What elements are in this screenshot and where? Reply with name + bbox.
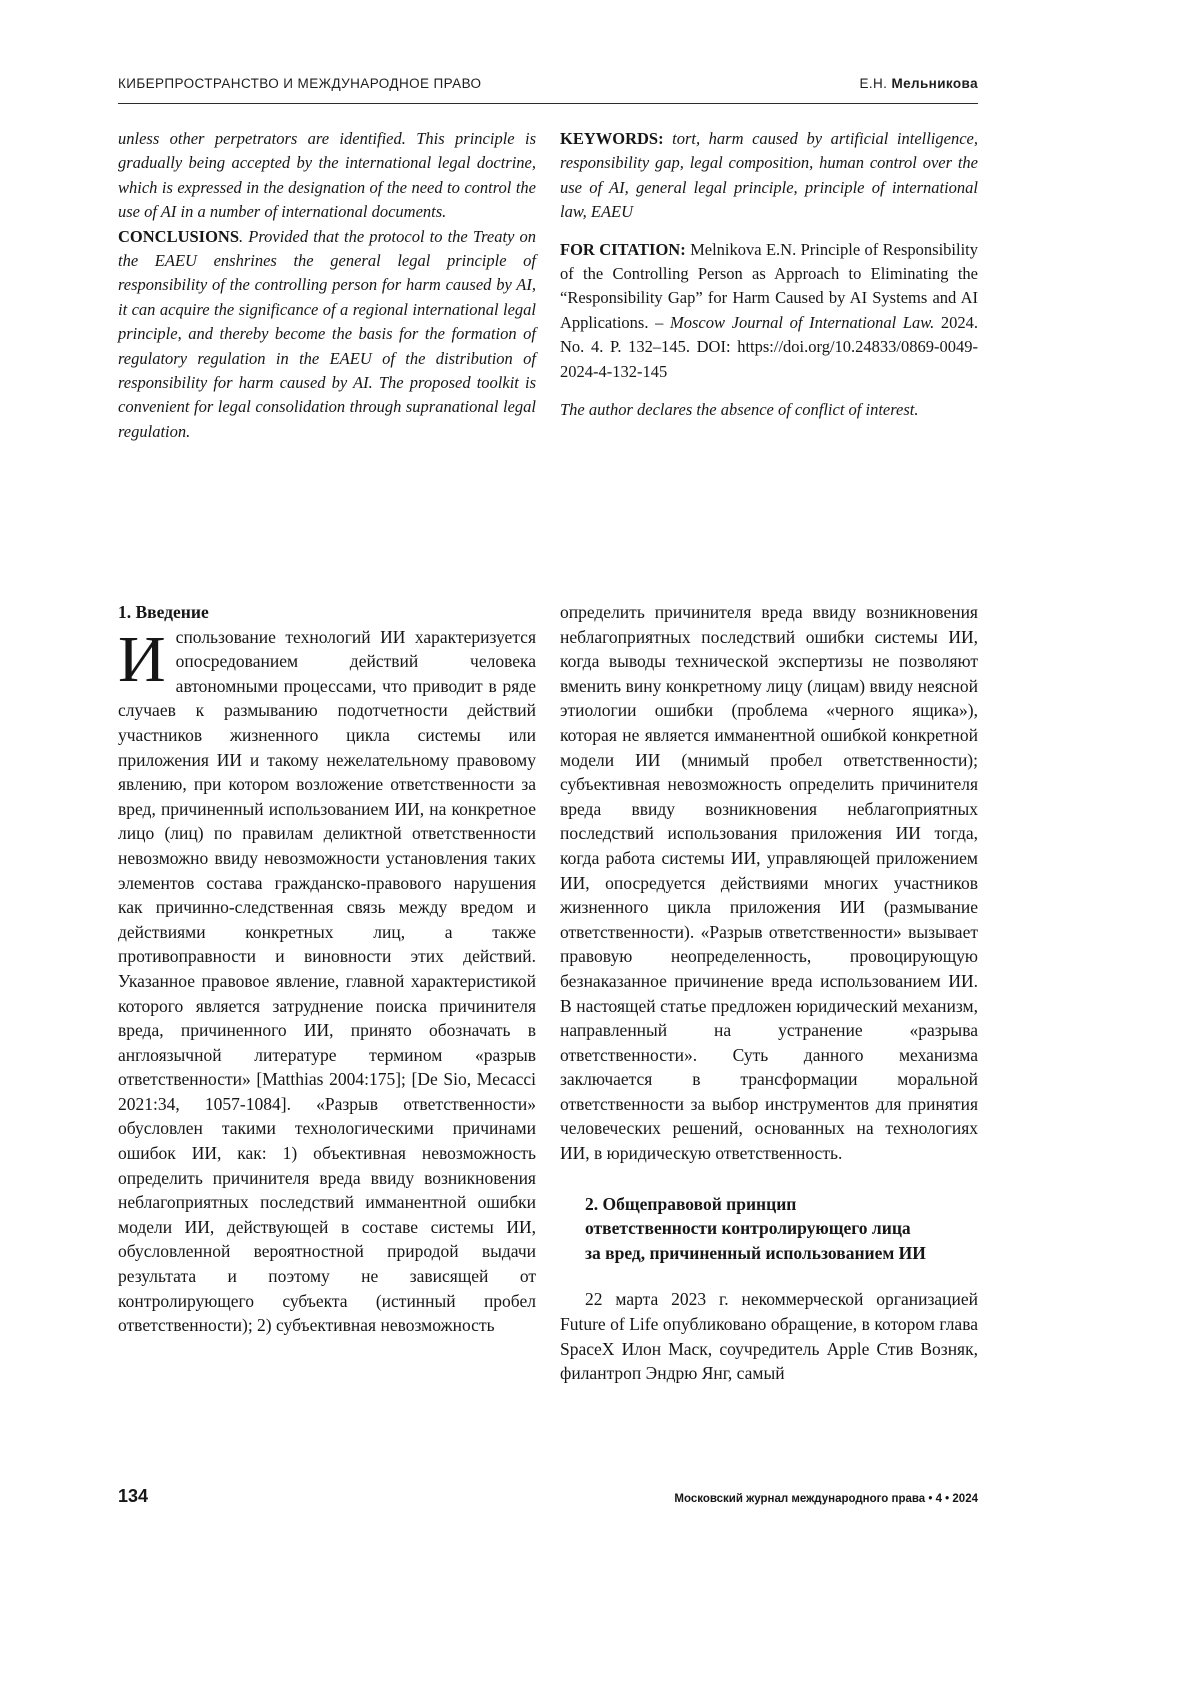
conclusions-label: CONCLUSIONS (118, 226, 240, 246)
header-rule (118, 103, 978, 104)
citation-journal-name: Moscow Journal of International Law. (670, 312, 935, 332)
abstract-left-column (118, 127, 536, 444)
article-body (118, 600, 978, 1386)
conclusions-paragraph (118, 225, 536, 445)
keywords-paragraph (560, 127, 978, 225)
author-surname: Мельникова (891, 76, 978, 91)
citation-paragraph (560, 238, 978, 384)
section2-heading-line: ответственности контролирующего лица (585, 1218, 911, 1239)
running-section-title: КИБЕРПРОСТРАНСТВО И МЕЖДУНАРОДНОЕ ПРАВО (118, 76, 482, 91)
keywords-label: KEYWORDS: (560, 129, 664, 148)
page-number: 134 (118, 1486, 149, 1506)
abstract-right-column (560, 127, 978, 444)
abstract-intro-paragraph: unless other perpetrators are identified. This principle is gradually being accepted by the international legal doctrine, which is expressed in the designation of the need to control the use of AI in a number of international documents. (118, 129, 536, 222)
section2-heading-line: 2. Общеправовой принцип (585, 1193, 797, 1214)
running-author (859, 76, 978, 91)
citation-text: Melnikova E.N. Principle of Responsibility of the Controlling Person as Approach to Eliminating the “Responsibility Gap” for Harm Caused by AI Systems and AI Applications. – (560, 239, 979, 332)
running-header (118, 76, 978, 91)
introduction-paragraph (118, 622, 536, 1338)
keywords-text: tort, harm caused by artificial intelligence, responsibility gap, legal composition, human control over the use of AI, general legal principle, principle of international law, EAEU (560, 129, 978, 222)
section2-heading (585, 1192, 978, 1266)
author-initials: Е.Н. (859, 76, 892, 91)
introduction-text-right: определить причинителя вреда ввиду возникновения неблагоприятных последствий ошибки системы ИИ, когда выводы технической экспертизы не позволяют вменить вину конкретному лицу (лицам) ввиду неясной этиологии ошибки (проблема «черного ящика»), которая не является имманентной ошибкой конкретной модели ИИ (мнимый пробел ответственности); субъективная невозможность определить причинителя вреда ввиду возникновения неблагоприятных последствий использования приложения ИИ тогда, когда работа системы ИИ, управляющей приложением ИИ, опосредуется действиями многих участников жизненного цикла приложения ИИ (размывание ответственности). «Разрыв ответственности» вызывает правовую неопределенность, провоцирующую безнаказанное причинение вреда использованием ИИ. В настоящей статье предложен юридический механизм, направленный на устранение «разрыва ответственности». Суть данного механизма заключается в трансформации моральной ответственности за выбор инструментов для принятия человеческих решений, основанных на технологиях ИИ, в юридическую ответственность. (560, 602, 978, 1164)
citation-doi-text: 2024. No. 4. P. 132–145. DOI: https://doi.org/10.24833/0869-0049-2024-4-132-145 (560, 312, 978, 381)
body-left-column (118, 600, 536, 1386)
section2-heading-line: за вред, причиненный использованием ИИ (585, 1242, 926, 1263)
conclusions-text: . Provided that the protocol to the Treaty on the EAEU enshrines the general legal principle of responsibility of the controlling person for harm caused by AI, it can acquire the significance of a regional international legal principle, and thereby become the basis for the formation of regulatory regulation in the EAEU of the distribution of responsibility for harm caused by AI. The proposed toolkit is convenient for legal consolidation through supranational legal regulation. (118, 226, 536, 441)
footer-journal-line: Московский журнал международного права • 4 • 2024 (674, 1493, 978, 1505)
introduction-text-left: спользование технологий ИИ характеризуется опосредованием действий человека автономными процессами, что приводит в ряде случаев к размыванию подотчетности действий участников жизненного цикла системы или приложения ИИ и такому нежелательному правовому явлению, при котором возложение ответственности за вред, причиненный использованием ИИ, на конкретное лицо (лиц) по правилам деликтной ответственности невозможно ввиду невозможности установления таких элементов состава гражданско-правового нарушения как причинно-следственная связь между вредом и действиями конкретных лиц, а также противоправности и виновности этих действий. Указанное правовое явление, главной характеристикой которого является затруднение поиска причинителя вреда, причиненного ИИ, принято обозначать в англоязычной литературе термином «разрыв ответственности» [Matthias 2004:175]; [De Sio, Mecacci 2021:34, 1057-1084]. «Разрыв ответственности» обусловлен такими технологическими причинами ошибок ИИ, как: 1) объективная невозможность определить причинителя вреда ввиду возникновения неблагоприятных последствий имманентной ошибки модели ИИ, действующей в составе системы ИИ, обусловленной вероятностной природой выдачи результата и поэтому не зависящей от контролирующего субъекта (истинный пробел ответственности); 2) субъективная невозможность (118, 626, 536, 1336)
citation-label: FOR CITATION: (560, 239, 686, 259)
body-right-column (560, 600, 978, 1386)
section1-heading: 1. Введение (118, 602, 209, 622)
abstract-block (118, 127, 978, 444)
section2-paragraph: 22 марта 2023 г. некоммерческой организацией Future of Life опубликовано обращение, в котором глава SpaceX Илон Маск, соучредитель Apple Стив Возняк, филантроп Эндрю Янг, самый (560, 1289, 978, 1384)
drop-cap: И (118, 622, 166, 696)
conflict-of-interest-note: The author declares the absence of conflict of interest. (560, 400, 919, 420)
